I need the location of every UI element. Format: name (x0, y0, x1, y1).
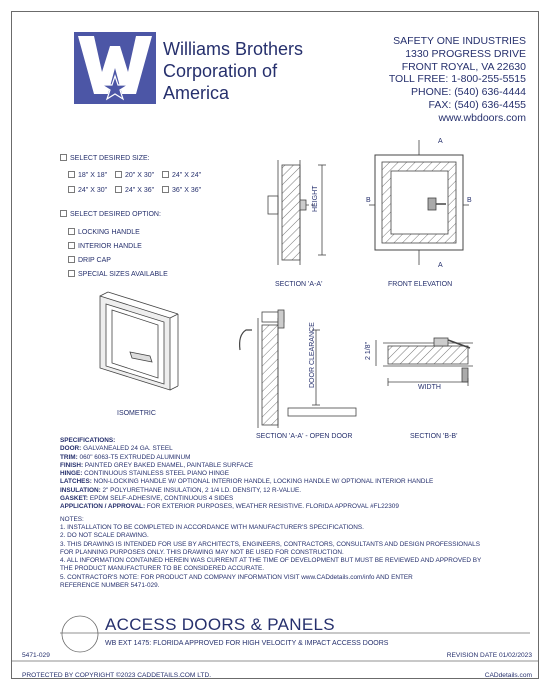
height-label: HEIGHT (312, 185, 319, 212)
spec-gasket: GASKET: EPDM SELF-ADHESIVE, CONTINUOUS 4 SIDES (60, 495, 234, 503)
isometric-drawing (100, 292, 178, 390)
contact-website[interactable]: www.wbdoors.com (438, 111, 526, 124)
section-aa-caption: SECTION 'A-A' (275, 281, 323, 288)
section-bb-drawing (376, 338, 473, 386)
marker-b-left: B (366, 197, 371, 204)
section-aa-drawing (268, 160, 326, 265)
spec-application: APPLICATION / APPROVAL: FOR EXTERIOR PURPOSES, WEATHER RESISTIVE. FLORIDA APPROVAL #FL22309 (60, 503, 399, 511)
notes-heading: NOTES: (60, 515, 84, 523)
size-label: 18" X 18" (78, 172, 108, 179)
revision-date: REVISION DATE 01/02/2023 (446, 652, 532, 659)
spec-door: DOOR: GALVANEALED 24 GA. STEEL (60, 445, 173, 453)
section-aa-open-caption: SECTION 'A-A' - OPEN DOOR (256, 433, 353, 440)
contact-tollfree: TOLL FREE: 1-800-255-5515 (388, 73, 526, 86)
section-aa-open-drawing (240, 310, 356, 428)
document-subtitle: WB EXT 1475: FLORIDA APPROVED FOR HIGH VELOCITY & IMPACT ACCESS DOORS (105, 640, 389, 647)
width-label: WIDTH (418, 384, 441, 391)
document-title: ACCESS DOORS & PANELS (105, 615, 335, 634)
front-elevation-caption: FRONT ELEVATION (388, 281, 453, 288)
size-label: 36" X 36" (172, 187, 202, 194)
company-name-line-1: Williams Brothers (163, 39, 304, 59)
isometric-caption: ISOMETRIC (117, 410, 156, 417)
size-label: 20" X 30" (125, 172, 155, 179)
option-label: INTERIOR HANDLE (78, 243, 142, 250)
note-item: 2. DO NOT SCALE DRAWING. (60, 532, 149, 540)
note-item: THE PRODUCT MANUFACTURER TO BE CONSIDERED ACCURATE. (60, 565, 265, 573)
dim-2-1-8-label: 2 1/8" (365, 341, 372, 360)
marker-a-top: A (438, 138, 443, 145)
size-label: 24" X 24" (172, 172, 202, 179)
contact-street: 1330 PROGRESS DRIVE (405, 47, 526, 60)
spec-latches: LATCHES: NON-LOCKING HANDLE W/ OPTIONAL INTERIOR HANDLE, LOCKING HANDLE W/ OPTIONAL INTERIOR HANDLE (60, 478, 434, 486)
marker-a-bottom: A (438, 262, 443, 269)
contact-company: SAFETY ONE INDUSTRIES (393, 35, 526, 47)
note-item: 5. CONTRACTOR'S NOTE: FOR PRODUCT AND COMPANY INFORMATION VISIT www.CADdetails.com/info AND ENTER (60, 573, 413, 581)
option-label: DRIP CAP (78, 257, 111, 264)
marker-b-right: B (467, 197, 472, 204)
copyright-text: PROTECTED BY COPYRIGHT ©2023 CADDETAILS.COM LTD. (22, 672, 212, 679)
reference-number: 5471-029 (22, 652, 50, 659)
specifications-block (60, 437, 530, 590)
company-name-line-3: America (163, 83, 230, 103)
option-heading-label: SELECT DESIRED OPTION: (70, 211, 161, 218)
front-elevation-drawing (369, 140, 469, 265)
company-name-line-2: Corporation of (163, 61, 278, 81)
note-item: 1. INSTALLATION TO BE COMPLETED IN ACCORDANCE WITH MANUFACTURER'S SPECIFICATIONS. (60, 523, 364, 531)
option-label: LOCKING HANDLE (78, 229, 140, 236)
size-label: 24" X 36" (125, 187, 155, 194)
specs-heading: SPECIFICATIONS: (60, 437, 116, 444)
size-label: 24" X 30" (78, 187, 108, 194)
spec-trim: TRIM: 060" 6063-T5 EXTRUDED ALUMINUM (60, 453, 191, 461)
door-clearance-label: DOOR CLEARANCE (309, 322, 316, 388)
spec-finish: FINISH: PAINTED GREY BAKED ENAMEL, PAINTABLE SURFACE (60, 461, 254, 469)
caddetails-brand[interactable]: CADdetails.com (484, 672, 532, 679)
contact-city: FRONT ROYAL, VA 22630 (401, 60, 526, 73)
contact-fax: FAX: (540) 636-4455 (428, 98, 526, 111)
section-bb-caption: SECTION 'B-B' (410, 433, 458, 440)
contact-phone: PHONE: (540) 636-4444 (411, 86, 526, 99)
note-item: 3. THIS DRAWING IS INTENDED FOR USE BY ARCHITECTS, ENGINEERS, CONTRACTORS, CONSULTANTS AND DESIGN PROFESSIONALS (60, 540, 480, 548)
spec-insulation: INSULATION: 2" POLYURETHANE INSULATION, 2 1/4 LD. DENSITY, 12 R-VALUE. (60, 486, 302, 494)
size-heading-label: SELECT DESIRED SIZE: (70, 155, 150, 162)
note-item: FOR PLANNING PURPOSES ONLY. THIS DRAWING MAY NOT BE USED FOR CONSTRUCTION. (60, 548, 344, 556)
note-item: 4. ALL INFORMATION CONTAINED HEREIN WAS CURRENT AT THE TIME OF DEVELOPMENT BUT MUST BE REVIEWED AND APPROVED BY (60, 557, 482, 565)
spec-hinge: HINGE: CONTINUOUS STAINLESS STEEL PIANO HINGE (60, 470, 230, 478)
note-item: REFERENCE NUMBER 5471-029. (60, 582, 160, 590)
option-label: SPECIAL SIZES AVAILABLE (78, 271, 168, 278)
